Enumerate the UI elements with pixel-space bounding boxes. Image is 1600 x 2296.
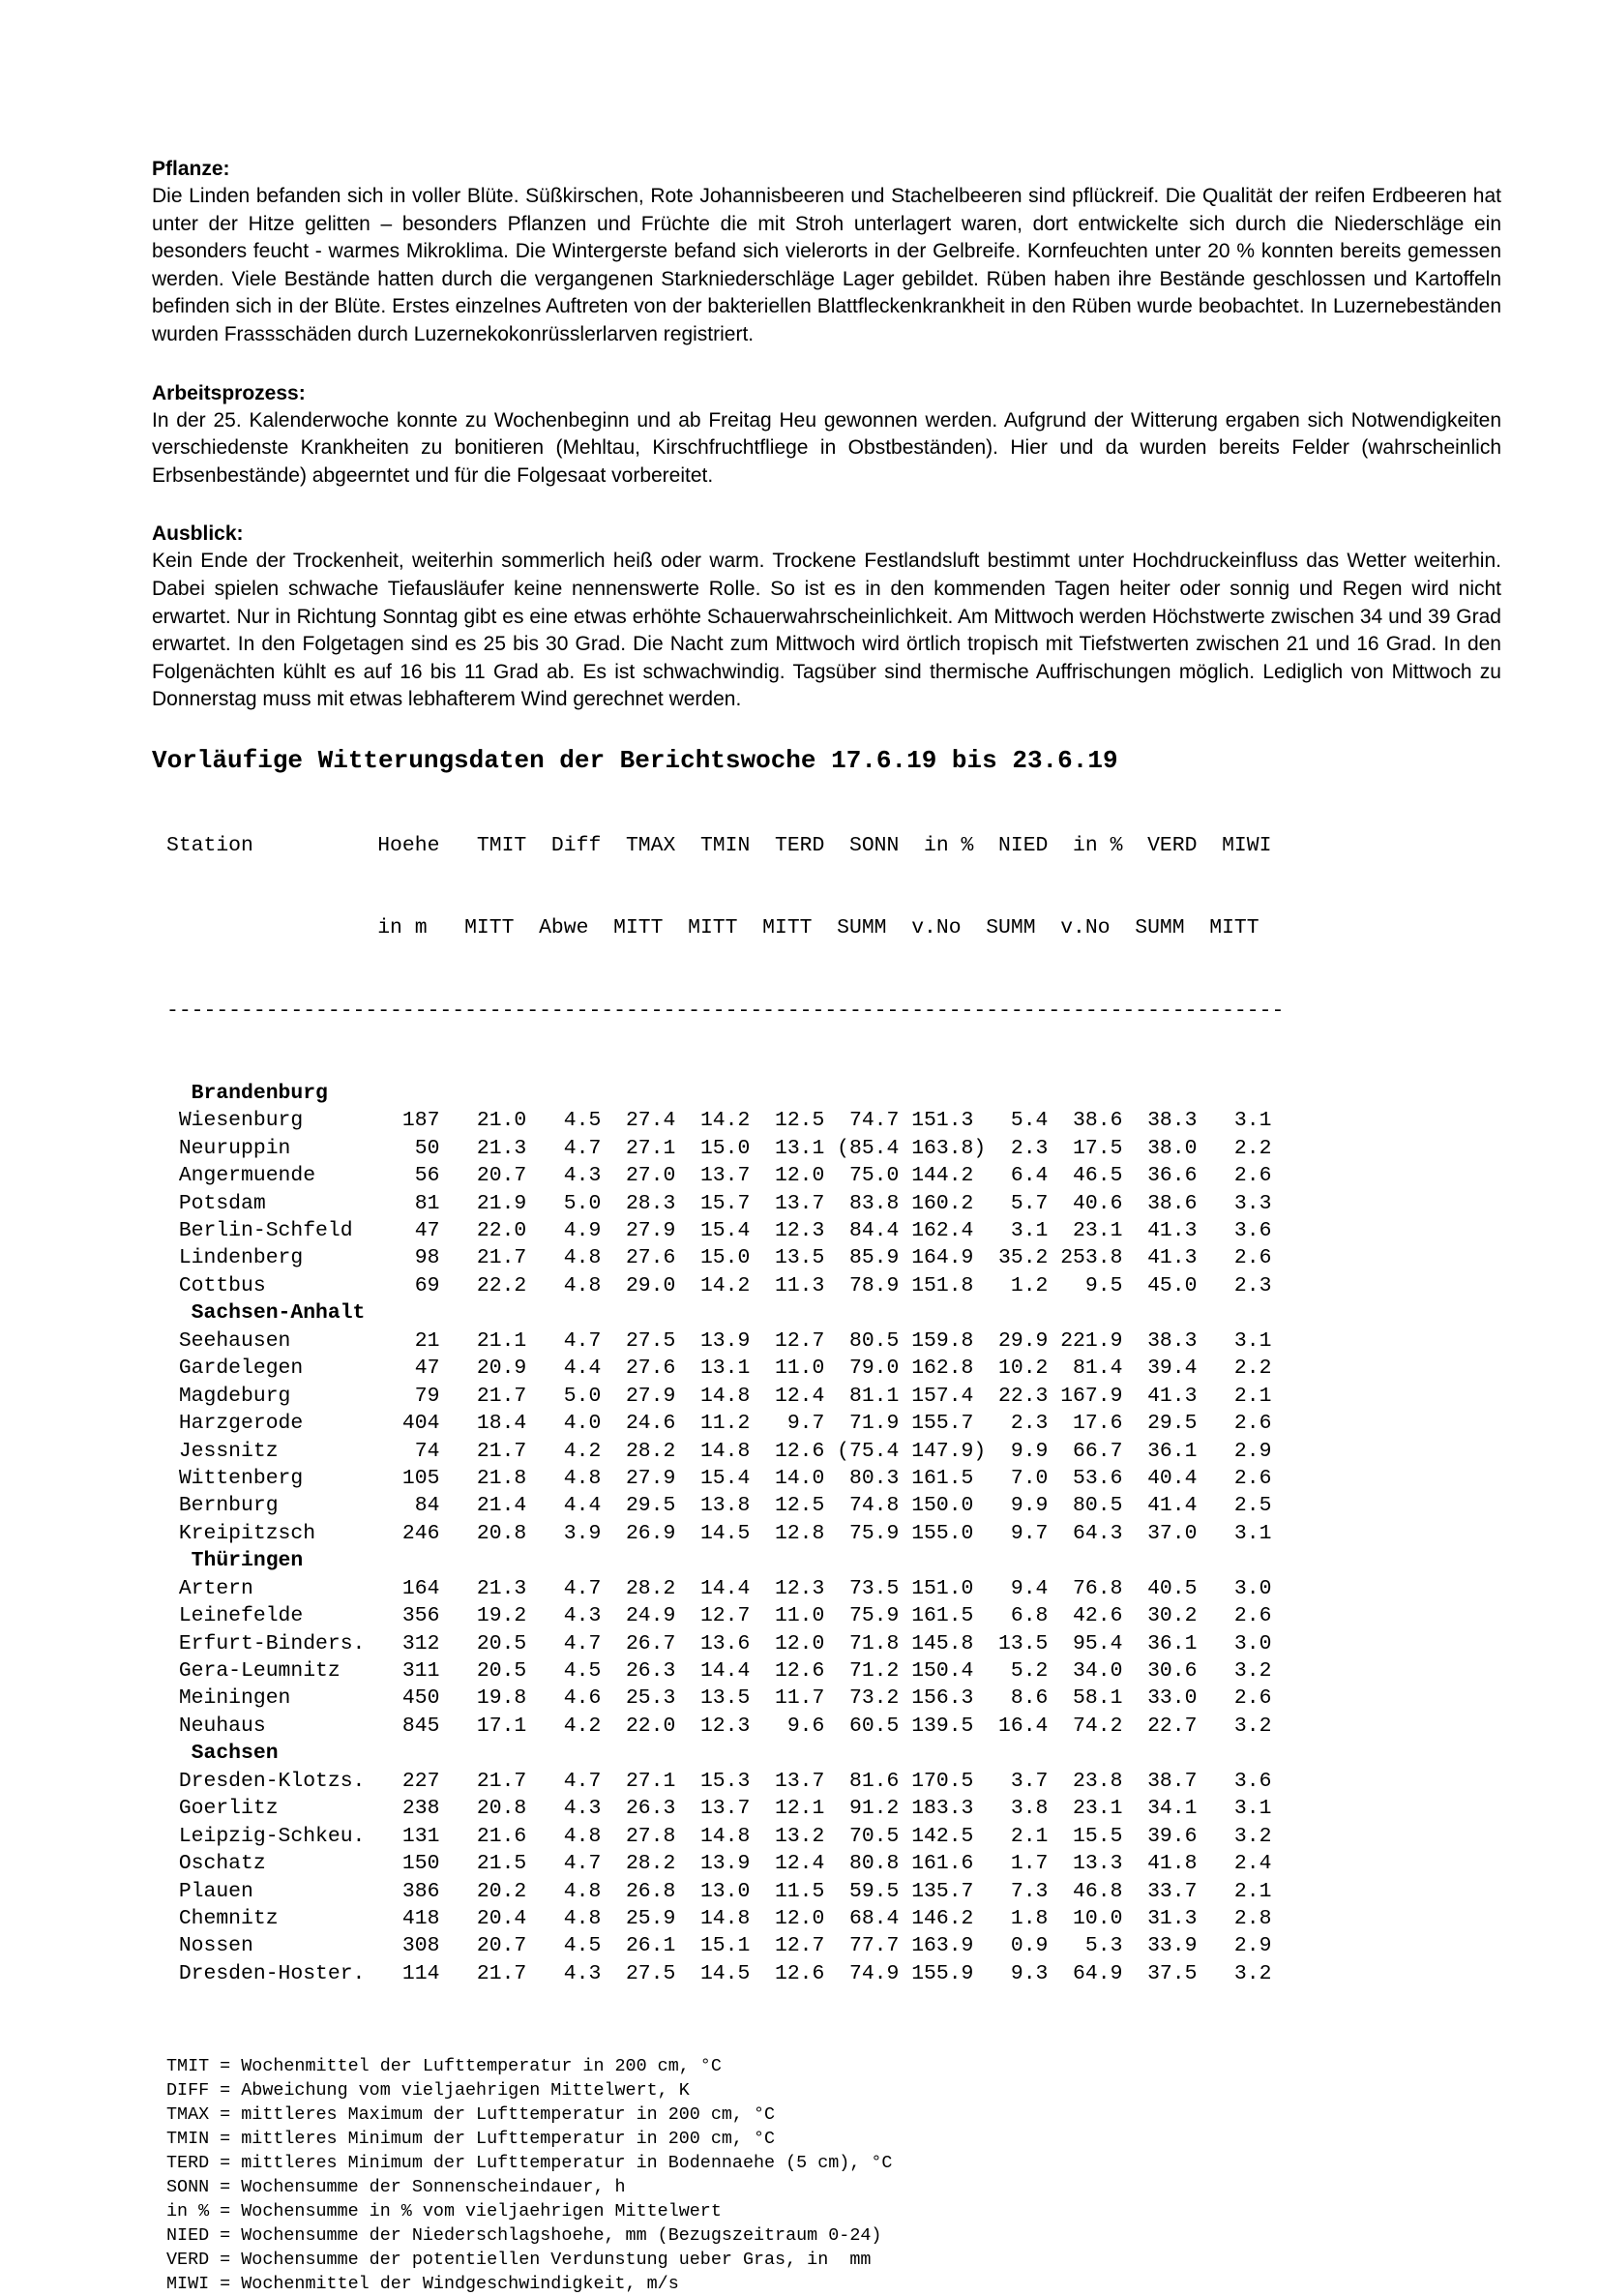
legend-line: SONN = Wochensumme der Sonnenscheindauer, h — [166, 2177, 626, 2198]
document-page — [152, 155, 1501, 2296]
legend-line: TMIN = mittleres Minimum der Lufttemperatur in 200 cm, °C — [166, 2129, 776, 2150]
table-row: Leipzig-Schkeu. 131 21.6 4.8 27.8 14.8 13.2 70.5 142.5 2.1 15.5 39.6 3.2 — [166, 1824, 1272, 1848]
table-group-heading: Sachsen — [166, 1742, 279, 1766]
table-row: Dresden-Hoster. 114 21.7 4.3 27.5 14.5 12.6 74.9 155.9 9.3 64.9 37.5 3.2 — [166, 1961, 1272, 1985]
section-body: Kein Ende der Trockenheit, weiterhin sommerlich heiß oder warm. Trockene Festlandsluft bestimmt unter Hochdruckeinfluss das Wetter weiterhin. Dabei spielen schwache Tiefausläufer keine nennenswerte Rolle. So ist es in den kommenden Tagen heiter oder sonnig und Regen wird nicht erwartet. Nur in Richtung Sonntag gibt es eine etwas erhöhte Schauerwahrscheinlichkeit. Am Mittwoch werden Höchstwerte zwischen 34 und 39 Grad erwartet. In den Folgetagen sind es 25 bis 30 Grad. Die Nacht zum Mittwoch wird örtlich tropisch mit Tiefstwerten zwischen 21 und 16 Grad. In den Folgenächten kühlt es auf 16 bis 11 Grad ab. Es ist schwachwindig. Tagsüber sind thermische Auffrischungen möglich. Lediglich von Mittwoch zu Donnerstag muss mit etwas lebhafterem Wind gerechnet werden. — [152, 550, 1501, 711]
table-title: Vorläufige Witterungsdaten der Berichtswoche 17.6.19 bis 23.6.19 — [152, 745, 1118, 775]
table-row: Kreipitzsch 246 20.8 3.9 26.9 14.5 12.8 75.9 155.0 9.7 64.3 37.0 3.1 — [166, 1521, 1272, 1545]
table-row: Neuruppin 50 21.3 4.7 27.1 15.0 13.1 (85.4 163.8) 2.3 17.5 38.0 2.2 — [166, 1136, 1272, 1160]
table-groups — [166, 1080, 1501, 1987]
table-group-heading: Thüringen — [166, 1549, 304, 1573]
table-row: Bernburg 84 21.4 4.4 29.5 13.8 12.5 74.8 150.0 9.9 80.5 41.4 2.5 — [166, 1494, 1272, 1518]
table-row: Plauen 386 20.2 4.8 26.8 13.0 11.5 59.5 135.7 7.3 46.8 33.7 2.1 — [166, 1879, 1272, 1903]
table-row: Oschatz 150 21.5 4.7 28.2 13.9 12.4 80.8 161.6 1.7 13.3 41.8 2.4 — [166, 1852, 1272, 1876]
table-group-heading: Sachsen-Anhalt — [166, 1301, 366, 1326]
table-row: Wittenberg 105 21.8 4.8 27.9 15.4 14.0 80.3 161.5 7.0 53.6 40.4 2.6 — [166, 1466, 1272, 1490]
legend-line: TMIT = Wochenmittel der Lufttemperatur in 200 cm, °C — [166, 2056, 722, 2077]
weather-data-table — [166, 777, 1501, 2043]
table-row: Jessnitz 74 21.7 4.2 28.2 14.8 12.6 (75.4 147.9) 9.9 66.7 36.1 2.9 — [166, 1439, 1272, 1463]
legend-line: in % = Wochensumme in % vom vieljaehrigen Mittelwert — [166, 2201, 722, 2222]
table-header-row: Station Hoehe TMIT Diff TMAX TMIN TERD SONN in % NIED in % VERD MIWI — [166, 833, 1272, 857]
table-header-rule: ------------------------------------------------------------------------------------------ — [166, 999, 1285, 1023]
table-row: Gardelegen 47 20.9 4.4 27.6 13.1 11.0 79.0 162.8 10.2 81.4 39.4 2.2 — [166, 1357, 1272, 1381]
table-row: Goerlitz 238 20.8 4.3 26.3 13.7 12.1 91.2 183.3 3.8 23.1 34.1 3.1 — [166, 1797, 1272, 1821]
table-row: Meiningen 450 19.8 4.6 25.3 13.5 11.7 73.2 156.3 8.6 58.1 33.0 2.6 — [166, 1686, 1272, 1711]
legend-line: NIED = Wochensumme der Niederschlagshoehe, mm (Bezugszeitraum 0-24) — [166, 2225, 882, 2247]
table-row: Artern 164 21.3 4.7 28.2 14.4 12.3 73.5 151.0 9.4 76.8 40.5 3.0 — [166, 1576, 1272, 1600]
section-arbeitsprozess — [152, 379, 1501, 491]
legend-line: TMAX = mittleres Maximum der Lufttemperatur in 200 cm, °C — [166, 2104, 776, 2126]
legend-line: DIFF = Abweichung vom vieljaehrigen Mittelwert, K — [166, 2080, 690, 2102]
table-row: Harzgerode 404 18.4 4.0 24.6 11.2 9.7 71.9 155.7 2.3 17.6 29.5 2.6 — [166, 1412, 1272, 1436]
table-row: Lindenberg 98 21.7 4.8 27.6 15.0 13.5 85.9 164.9 35.2 253.8 41.3 2.6 — [166, 1246, 1272, 1270]
table-row: Angermuende 56 20.7 4.3 27.0 13.7 12.0 75.0 144.2 6.4 46.5 36.6 2.6 — [166, 1164, 1272, 1188]
table-row: Nossen 308 20.7 4.5 26.1 15.1 12.7 77.7 163.9 0.9 5.3 33.9 2.9 — [166, 1934, 1272, 1958]
table-row: Cottbus 69 22.2 4.8 29.0 14.2 11.3 78.9 151.8 1.2 9.5 45.0 2.3 — [166, 1273, 1272, 1297]
section-pflanze — [152, 155, 1501, 349]
table-row: Potsdam 81 21.9 5.0 28.3 15.7 13.7 83.8 160.2 5.7 40.6 38.6 3.3 — [166, 1191, 1272, 1215]
legend-line: TERD = mittleres Minimum der Lufttemperatur in Bodennaehe (5 cm), °C — [166, 2153, 893, 2174]
section-title: Pflanze: — [152, 158, 230, 180]
table-group-heading: Brandenburg — [166, 1081, 328, 1105]
table-row: Chemnitz 418 20.4 4.8 25.9 14.8 12.0 68.4 146.2 1.8 10.0 31.3 2.8 — [166, 1906, 1272, 1930]
table-row: Berlin-Schfeld 47 22.0 4.9 27.9 15.4 12.3 84.4 162.4 3.1 23.1 41.3 3.6 — [166, 1219, 1272, 1243]
table-row: Magdeburg 79 21.7 5.0 27.9 14.8 12.4 81.1 157.4 22.3 167.9 41.3 2.1 — [166, 1384, 1272, 1408]
table-row: Dresden-Klotzs. 227 21.7 4.7 27.1 15.3 13.7 81.6 170.5 3.7 23.8 38.7 3.6 — [166, 1769, 1272, 1793]
section-body: Die Linden befanden sich in voller Blüte. Süßkirschen, Rote Johannisbeeren und Stachelbeeren sind pflückreif. Die Qualität der reifen Erdbeeren hat unter der Hitze gelitten – besonders Pflanzen und Früchte die mit Stroh unterlagert waren, dort entwickelte sich durch die Niederschläge ein besonders feucht - warmes Mikroklima. Die Wintergerste befand sich vielerorts in der Gelbreife. Kornfeuchten unter 20 % konnten bereits gemessen werden. Viele Bestände hatten durch die vergangenen Starkniederschläge Lager gebildet. Rüben haben ihre Bestände geschlossen und Kartoffeln befinden sich in der Blüte. Erstes einzelnes Auftreten von der bakteriellen Blattfleckenkrankheit in den Rüben wurde beobachtet. In Luzernebeständen wurden Frassschäden durch Luzernekokonrüsslerlarven registriert. — [152, 185, 1501, 345]
section-ausblick — [152, 520, 1501, 714]
table-header-row: in m MITT Abwe MITT MITT MITT SUMM v.No SUMM v.No SUMM MITT — [166, 916, 1259, 940]
legend-line: MIWI = Wochenmittel der Windgeschwindigkeit, m/s — [166, 2274, 679, 2295]
table-legend — [166, 2054, 1501, 2296]
section-body: In der 25. Kalenderwoche konnte zu Wochenbeginn und ab Freitag Heu gewonnen werden. Aufgrund der Witterung ergaben sich Notwendigkeiten verschiedenste Krankheiten zu bonitieren (Mehltau, Kirschfruchtfliege in Obstbeständen). Hier und da wurden bereits Felder (wahrscheinlich Erbsenbestände) abgeerntet und für die Folgesaat vorbereitet. — [152, 408, 1501, 487]
table-row: Leinefelde 356 19.2 4.3 24.9 12.7 11.0 75.9 161.5 6.8 42.6 30.2 2.6 — [166, 1604, 1272, 1628]
table-row: Wiesenburg 187 21.0 4.5 27.4 14.2 12.5 74.7 151.3 5.4 38.6 38.3 3.1 — [166, 1109, 1272, 1133]
legend-line: VERD = Wochensumme der potentiellen Verdunstung ueber Gras, in mm — [166, 2250, 872, 2271]
table-row: Gera-Leumnitz 311 20.5 4.5 26.3 14.4 12.6 71.2 150.4 5.2 34.0 30.6 3.2 — [166, 1659, 1272, 1684]
section-title: Arbeitsprozess: — [152, 381, 306, 404]
section-title: Ausblick: — [152, 522, 244, 546]
table-row: Seehausen 21 21.1 4.7 27.5 13.9 12.7 80.5 159.8 29.9 221.9 38.3 3.1 — [166, 1328, 1272, 1353]
table-row: Erfurt-Binders. 312 20.5 4.7 26.7 13.6 12.0 71.8 145.8 13.5 95.4 36.1 3.0 — [166, 1631, 1272, 1655]
table-row: Neuhaus 845 17.1 4.2 22.0 12.3 9.6 60.5 139.5 16.4 74.2 22.7 3.2 — [166, 1714, 1272, 1738]
